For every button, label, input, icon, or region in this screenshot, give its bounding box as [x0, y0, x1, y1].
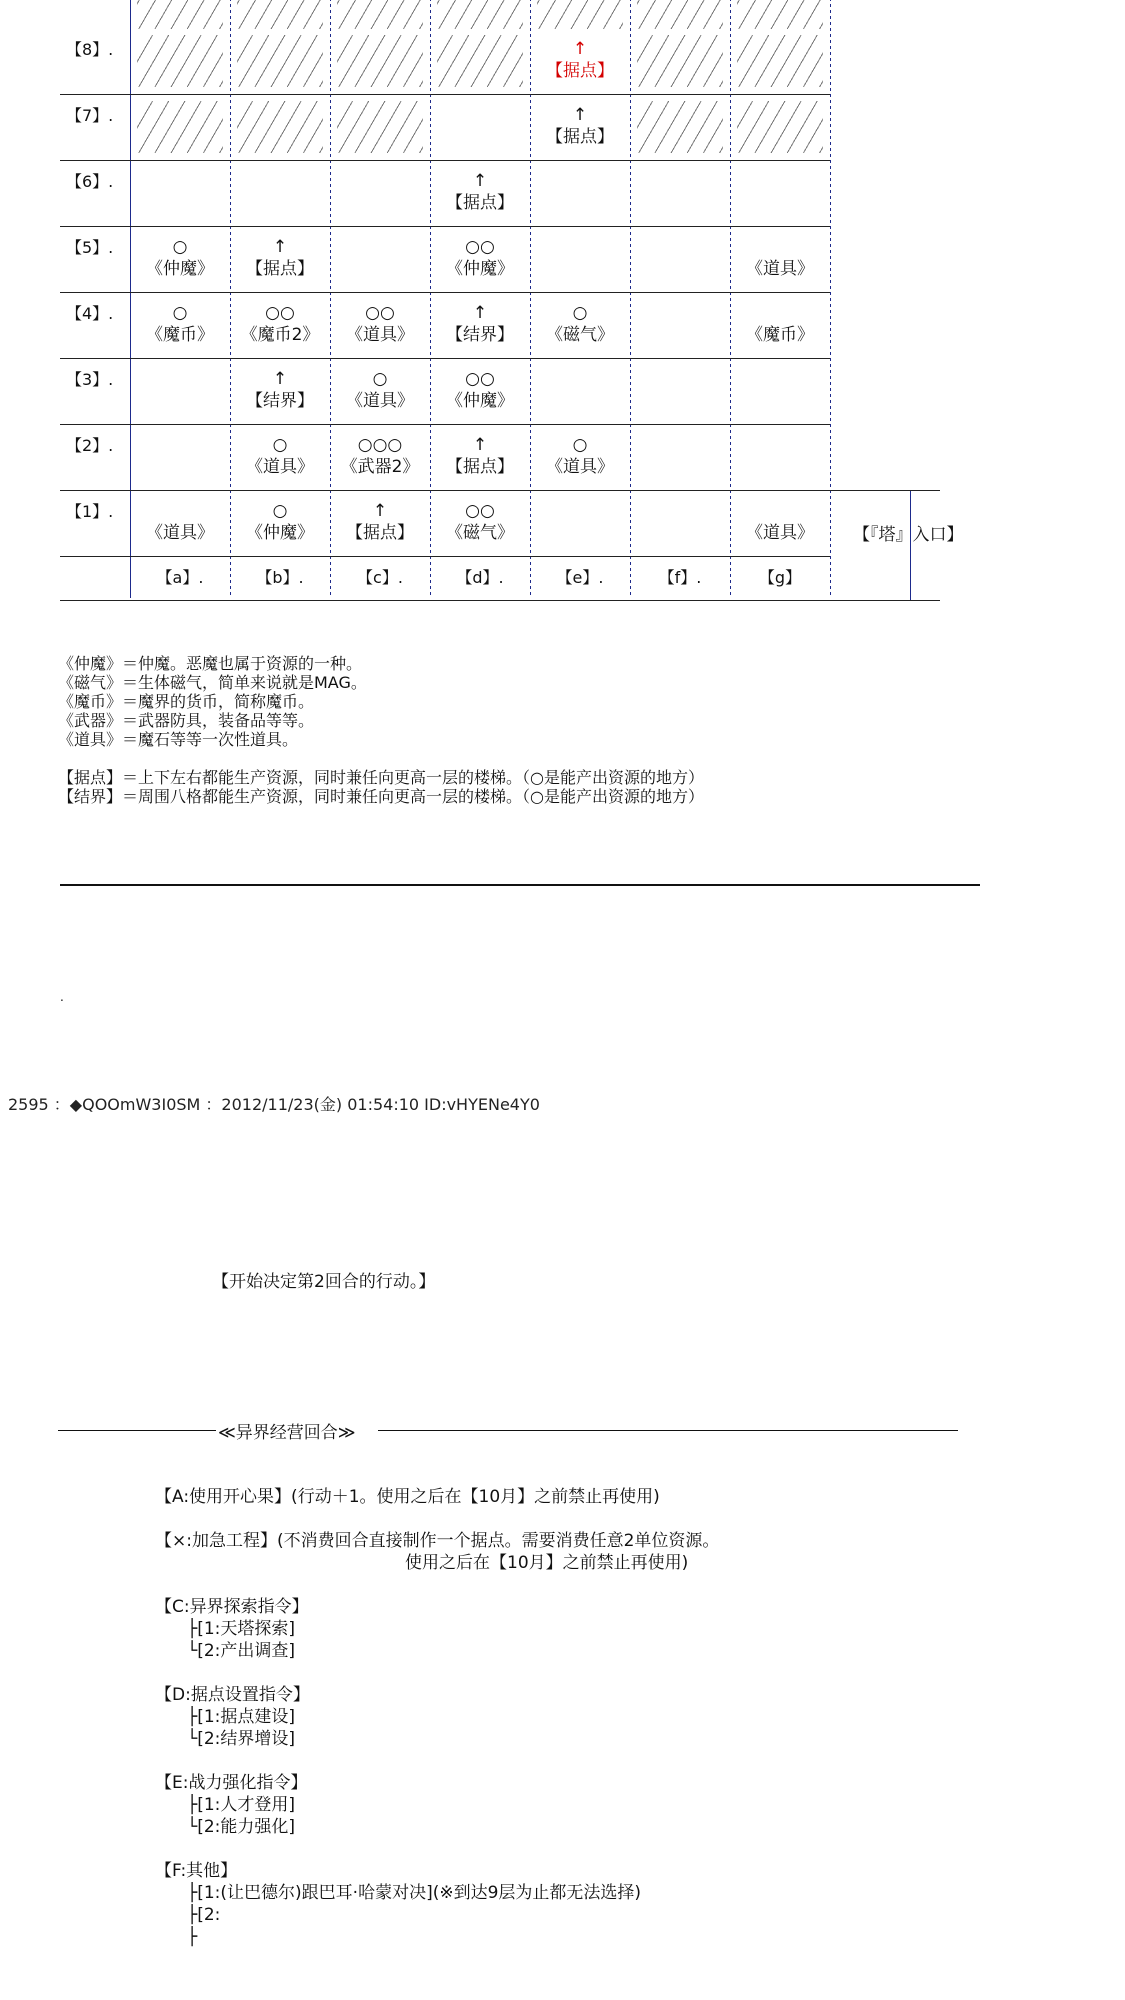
- column-label-e: 【e】.: [556, 568, 604, 587]
- map-cell-d5: [430, 236, 530, 280]
- row-label-3: 【3】.: [66, 370, 114, 389]
- column-label-f: 【f】.: [658, 568, 702, 587]
- option-x-continued: 使用之后在【10月】之前禁止再使用): [405, 1553, 689, 1573]
- cell-resource-marks: ↑: [472, 435, 488, 455]
- cell-resource-marks: ○○○: [357, 435, 403, 455]
- cell-resource-marks: ○: [272, 435, 288, 455]
- divider-line-left: [58, 1430, 218, 1431]
- cell-resource-marks: ○○: [465, 501, 495, 521]
- cell-label: 《仲魔》: [146, 259, 214, 279]
- unexplored-cell: [637, 0, 723, 29]
- map-cell-e4: [530, 302, 630, 346]
- option-x[interactable]: 【×:加急工程】(不消费回合直接制作一个据点。需要消费任意2单位资源。: [155, 1531, 720, 1551]
- cell-label: 【据点】: [346, 523, 414, 543]
- cell-label: 【结界】: [446, 325, 514, 345]
- grid-row-line: [60, 424, 830, 425]
- option-e[interactable]: 【E:战力强化指令】: [155, 1773, 308, 1793]
- unexplored-cell: [137, 35, 223, 87]
- legend-line: 《仲魔》＝仲魔。恶魔也属于资源的一种。: [58, 654, 363, 673]
- unexplored-cell: [737, 35, 823, 87]
- cell-resource-marks: ○: [572, 303, 588, 323]
- divider-line-right: [378, 1430, 958, 1431]
- row-label-5: 【5】.: [66, 238, 114, 257]
- legend-line: 《道具》＝魔石等等一次性道具。: [58, 730, 299, 749]
- unexplored-cell: [637, 35, 723, 87]
- column-label-d: 【d】.: [456, 568, 504, 587]
- cell-resource-marks: ↑: [272, 237, 288, 257]
- cell-label: 《磁气》: [446, 523, 514, 543]
- map-cell-g5: [730, 236, 830, 280]
- map-legend: [58, 654, 704, 806]
- column-label-a: 【a】.: [156, 568, 204, 587]
- section-divider: [60, 884, 980, 886]
- cell-resource-marks: ○: [572, 435, 588, 455]
- row-label-2: 【2】.: [66, 436, 114, 455]
- menu-spacer: [155, 1838, 719, 1860]
- cell-resource-marks: ↑: [472, 303, 488, 323]
- map-cell-d6: [430, 170, 530, 214]
- column-label-b: 【b】.: [256, 568, 304, 587]
- row-label-8: 【8】.: [66, 40, 114, 59]
- unexplored-cell: [337, 0, 423, 29]
- legend-line: 《武器》＝武器防具，装备品等等。: [58, 711, 315, 730]
- option-f-sub-1[interactable]: ├[1:(让巴德尔)跟巴耳·哈蒙对决](※到达9层为止都无法选择): [187, 1883, 642, 1903]
- cell-resource-marks: ○: [172, 303, 188, 323]
- map-cell-c2: [330, 434, 430, 478]
- map-cell-b4: [230, 302, 330, 346]
- grid-column-line: [630, 0, 631, 598]
- legend-line: 【据点】＝上下左右都能生产资源，同时兼任向更高一层的楼梯。（○是能产出资源的地方）: [58, 768, 704, 787]
- map-cell-b5: [230, 236, 330, 280]
- unexplored-cell: [637, 101, 723, 153]
- cell-resource-marks: [130, 500, 230, 522]
- grid-row-line: [60, 358, 830, 359]
- unexplored-cell: [237, 0, 323, 29]
- legend-line: 【结界】＝周围八格都能生产资源，同时兼任向更高一层的楼梯。（○是能产出资源的地方）: [58, 787, 704, 806]
- cell-label: 《道具》: [546, 457, 614, 477]
- cell-resource-marks: [730, 500, 830, 522]
- cell-resource-marks: ○○: [465, 369, 495, 389]
- column-label-c: 【c】.: [357, 568, 403, 587]
- grid-row-line: [60, 490, 940, 491]
- cell-label: 【据点】: [546, 61, 614, 81]
- cell-resource-marks: ↑: [472, 171, 488, 191]
- grid-row-line: [60, 556, 830, 557]
- cell-label: 【结界】: [246, 391, 314, 411]
- grid-column-line: [530, 0, 531, 598]
- map-cell-c1: [330, 500, 430, 544]
- option-d-sub-1[interactable]: ├[1:据点建设]: [187, 1707, 296, 1727]
- cell-resource-marks: ↑: [572, 105, 588, 125]
- building-legend: [58, 768, 704, 806]
- unexplored-cell: [537, 0, 623, 29]
- cell-label: 【据点】: [546, 127, 614, 147]
- map-cell-d2: [430, 434, 530, 478]
- row-label-7: 【7】.: [66, 106, 114, 125]
- cell-resource-marks: ↑: [272, 369, 288, 389]
- option-c-sub-2[interactable]: └[2:产出调查]: [187, 1641, 296, 1661]
- option-d[interactable]: 【D:据点设置指令】: [155, 1685, 310, 1705]
- option-a[interactable]: 【A:使用开心果】(行动＋1。使用之后在【10月】之前禁止再使用): [155, 1487, 660, 1507]
- grid-row-line: [60, 160, 830, 161]
- cell-resource-marks: ↑: [372, 501, 388, 521]
- cell-label: 《道具》: [146, 523, 214, 543]
- map-cell-g1: [730, 500, 830, 544]
- unexplored-cell: [737, 0, 823, 29]
- map-cell-e8: [530, 38, 630, 82]
- cell-label: 【据点】: [446, 193, 514, 213]
- map-cell-e2: [530, 434, 630, 478]
- map-cell-d1: [430, 500, 530, 544]
- map-cell-d3: [430, 368, 530, 412]
- row-label-1: 【1】.: [66, 502, 114, 521]
- map-cell-e7: [530, 104, 630, 148]
- post-header: 2595 ：◆QOOmW3I0SM ：2012/11/23(金) 01:54:10 ID:vHYENe4Y0: [8, 1095, 540, 1114]
- menu-spacer: [155, 1750, 719, 1772]
- row-label-6: 【6】.: [66, 172, 114, 191]
- action-menu: [155, 1486, 719, 1948]
- cell-resource-marks: [730, 302, 830, 324]
- map-cell-a1: [130, 500, 230, 544]
- cell-label: 《魔币》: [746, 325, 814, 345]
- map-cell-a4: [130, 302, 230, 346]
- map-cell-b2: [230, 434, 330, 478]
- map-cell-c4: [330, 302, 430, 346]
- tower-entrance-label: 【『塔』入口】: [853, 525, 964, 545]
- legend-line: 《磁气》＝生体磁气，简单来说就是MAG。: [58, 673, 367, 692]
- menu-spacer: [155, 1508, 719, 1530]
- option-e-sub-1[interactable]: ├[1:人才登用]: [187, 1795, 296, 1815]
- row-label-4: 【4】.: [66, 304, 114, 323]
- cell-resource-marks: ○: [372, 369, 388, 389]
- option-f[interactable]: 【F:其他】: [155, 1861, 238, 1881]
- cell-label: 《道具》: [746, 259, 814, 279]
- cell-label: 《道具》: [246, 457, 314, 477]
- legend-spacer: [58, 749, 704, 768]
- stray-dot: .: [60, 990, 64, 1004]
- option-d-sub-2[interactable]: └[2:结界增设]: [187, 1729, 296, 1749]
- resource-legend: [58, 654, 704, 749]
- cell-label: 《魔币2》: [240, 325, 320, 345]
- cell-label: 《仲魔》: [446, 391, 514, 411]
- column-label-g: 【g】: [758, 568, 802, 587]
- grid-column-line: [910, 490, 911, 600]
- map-cell-b1: [230, 500, 330, 544]
- cell-resource-marks: ○: [172, 237, 188, 257]
- cell-resource-marks: ○: [272, 501, 288, 521]
- cell-label: 《仲魔》: [246, 523, 314, 543]
- cell-resource-marks: ○○: [465, 237, 495, 257]
- menu-spacer: [155, 1662, 719, 1684]
- menu-title-divider: [58, 1418, 903, 1442]
- cell-label: 【据点】: [246, 259, 314, 279]
- menu-title: ≪异界经营回合≫: [216, 1418, 358, 1443]
- option-e-sub-2[interactable]: └[2:能力强化]: [187, 1817, 296, 1837]
- cell-label: 《道具》: [346, 325, 414, 345]
- cell-label: 【据点】: [446, 457, 514, 477]
- map-cell-a5: [130, 236, 230, 280]
- unexplored-cell: [237, 35, 323, 87]
- unexplored-cell: [737, 101, 823, 153]
- unexplored-cell: [137, 101, 223, 153]
- map-cell-d4: [430, 302, 530, 346]
- cell-label: 《道具》: [346, 391, 414, 411]
- cell-label: 《仲魔》: [446, 259, 514, 279]
- phase-title: 【开始决定第2回合的行动。】: [212, 1272, 436, 1292]
- cell-resource-marks: [730, 236, 830, 258]
- unexplored-cell: [437, 0, 523, 29]
- cell-label: 《磁气》: [546, 325, 614, 345]
- unexplored-cell: [437, 35, 523, 87]
- unexplored-cell: [337, 101, 423, 153]
- option-c-sub-1[interactable]: ├[1:天塔探索]: [187, 1619, 296, 1639]
- map-cell-c3: [330, 368, 430, 412]
- floor-map-grid: [0, 0, 964, 610]
- grid-column-line: [830, 0, 831, 598]
- cell-label: 《魔币》: [146, 325, 214, 345]
- option-c[interactable]: 【C:异界探索指令】: [155, 1597, 309, 1617]
- cell-resource-marks: ↑: [572, 39, 588, 59]
- grid-row-line: [60, 600, 940, 601]
- option-f-sub-3[interactable]: ├: [187, 1927, 198, 1947]
- grid-row-line: [60, 226, 830, 227]
- option-f-sub-2[interactable]: ├[2:: [187, 1905, 221, 1925]
- unexplored-cell: [137, 0, 223, 29]
- cell-label: 《道具》: [746, 523, 814, 543]
- cell-label: 《武器2》: [340, 457, 420, 477]
- unexplored-cell: [237, 101, 323, 153]
- grid-row-line: [60, 292, 830, 293]
- cell-resource-marks: ○○: [265, 303, 295, 323]
- grid-row-line: [60, 94, 830, 95]
- map-cell-b3: [230, 368, 330, 412]
- map-cell-g4: [730, 302, 830, 346]
- legend-line: 《魔币》＝魔界的货币，简称魔币。: [58, 692, 315, 711]
- cell-resource-marks: ○○: [365, 303, 395, 323]
- unexplored-cell: [337, 35, 423, 87]
- menu-spacer: [155, 1574, 719, 1596]
